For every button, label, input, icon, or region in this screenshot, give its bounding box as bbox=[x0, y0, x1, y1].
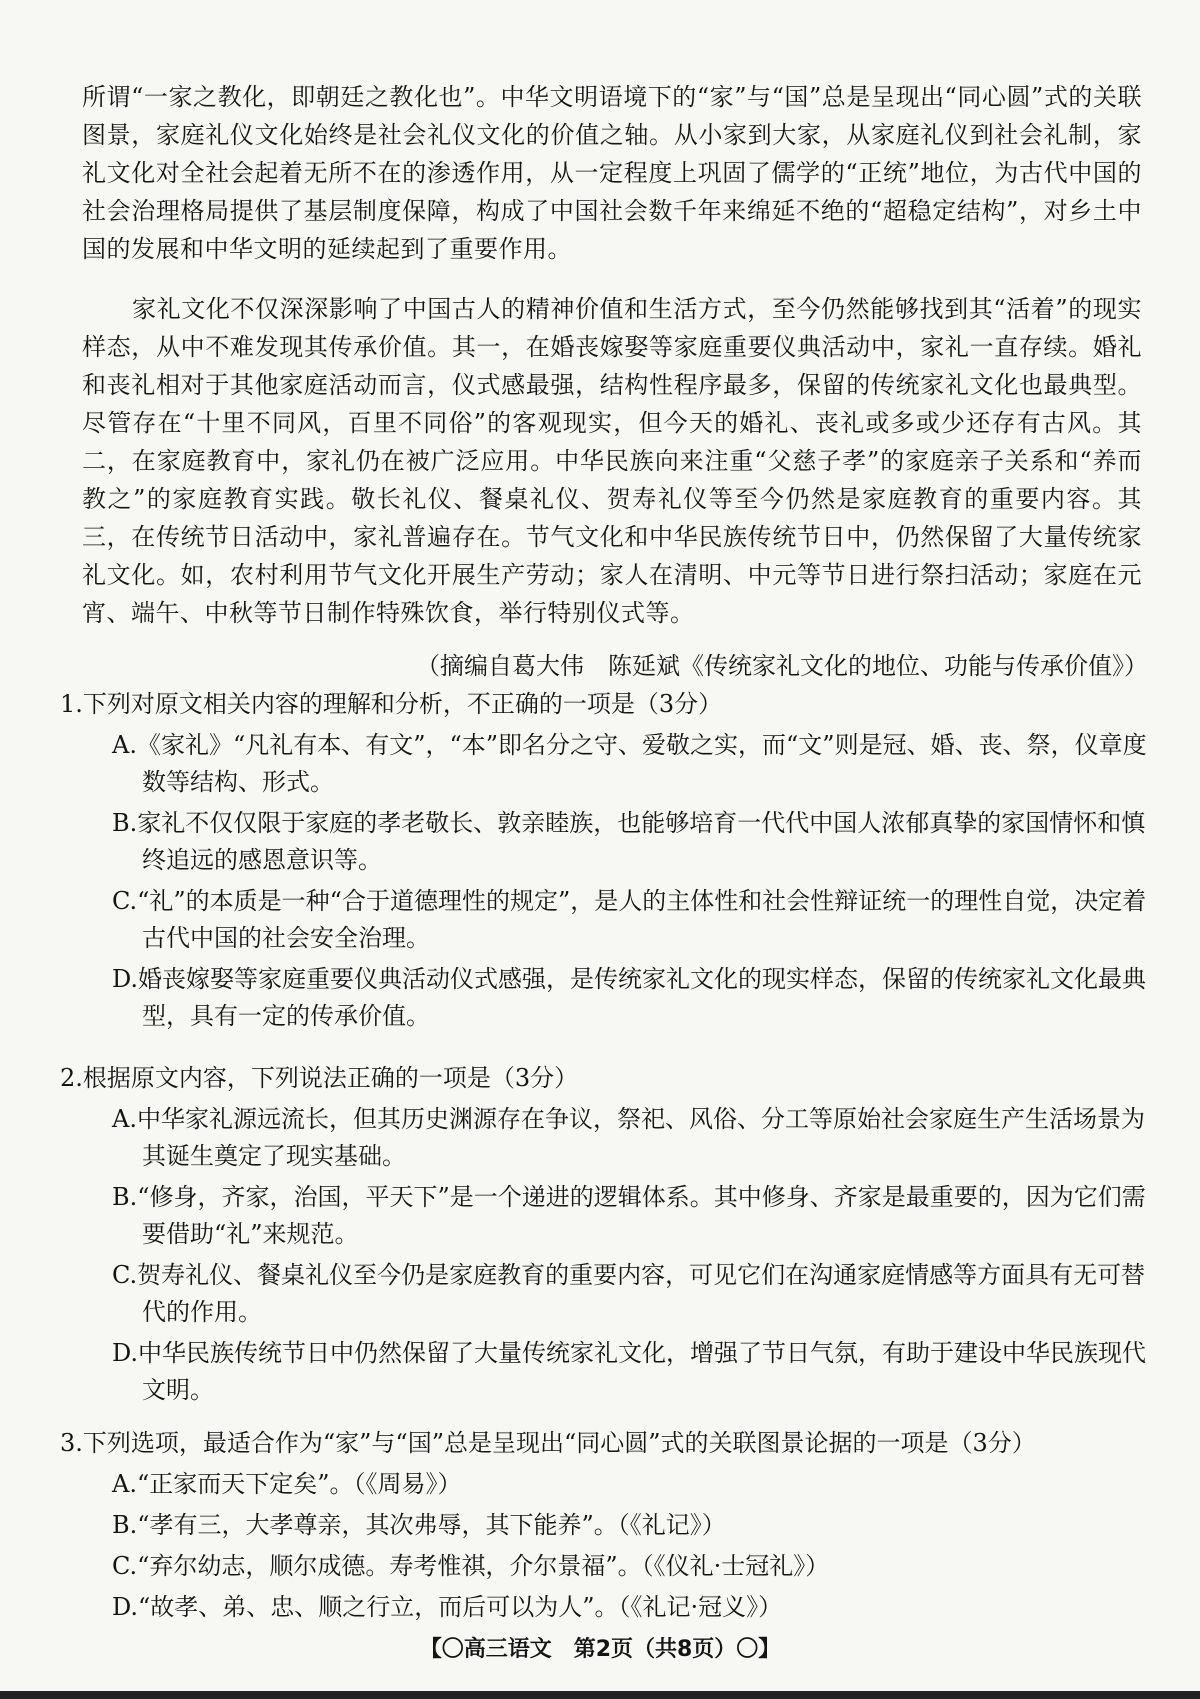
option-a: A.《家礼》“凡礼有本、有文”，“本”即名分之守、爱敬之实，而“文”则是冠、婚、丧、祭，仪章度数等结构、形式。 bbox=[112, 731, 1147, 796]
option-a: A.“正家而天下定矣”。（《周易》） bbox=[112, 1470, 462, 1498]
option-d: D.婚丧嫁娶等家庭重要仪典活动仪式感强，是传统家礼文化的现实样态，保留的传统家礼文化最典型，具有一定的传承价值。 bbox=[112, 965, 1147, 1030]
option-a: A.中华家礼源远流长，但其历史渊源存在争议，祭祀、风俗、分工等原始社会家庭生产生活场景为其诞生奠定了现实基础。 bbox=[112, 1105, 1145, 1170]
option-c: C.“弃尔幼志，顺尔成德。寿考惟祺，介尔景福”。（《仪礼·士冠礼》） bbox=[112, 1552, 830, 1580]
option-b: B.“孝有三，大孝尊亲，其次弗辱，其下能养”。（《礼记》） bbox=[112, 1511, 726, 1539]
option-c: C.“礼”的本质是一种“合于道德理性的规定”，是人的主体性和社会性辩证统一的理性自觉，决定着古代中国的社会安全治理。 bbox=[112, 887, 1147, 952]
question-title: 1.下列对原文相关内容的理解和分析，不正确的一项是（3分） bbox=[60, 690, 723, 718]
option-c: C.贺寿礼仪、餐桌礼仪至今仍是家庭教育的重要内容，可见它们在沟通家庭情感等方面具有无可替代的作用。 bbox=[112, 1261, 1146, 1326]
passage-source: （摘编自葛大伟 陈延斌《传统家礼文化的地位、功能与传承价值》） bbox=[416, 652, 1148, 680]
option-b: B.“修身，齐家，治国，平天下”是一个递进的逻辑体系。其中修身、齐家是最重要的，因为它们需要借助“礼”来规范。 bbox=[112, 1183, 1146, 1248]
question-title: 2.根据原文内容，下列说法正确的一项是（3分） bbox=[60, 1064, 579, 1092]
question-title: 3.下列选项，最适合作为“家”与“国”总是呈现出“同心圆”式的关联图景论据的一项是（3分） bbox=[60, 1429, 1036, 1457]
passage-paragraph-2: 家礼文化不仅深深影响了中国古人的精神价值和生活方式，至今仍然能够找到其“活着”的现实样态，从中不难发现其传承价值。其一，在婚丧嫁娶等家庭重要仪典活动中，家礼一直存续。婚礼和丧礼相对于其他家庭活动而言，仪式感最强，结构性程序最多，保留的传统家礼文化也最典型。尽管存在“十里不同风，百里不同俗”的客观现实，但今天的婚礼、丧礼或多或少还存有古风。其二，在家庭教育中，家礼仍在被广泛应用。中华民族向来注重“父慈子孝”的家庭亲子关系和“养而教之”的家庭教育实践。敬长礼仪、餐桌礼仪、贺寿礼仪等至今仍然是家庭教育的重要内容。其三，在传统节日活动中，家礼普遍存在。节气文化和中华民族传统节日中，仍然保留了大量传统家礼文化。如，农村利用节气文化开展生产劳动；家人在清明、中元等节日进行祭扫活动；家庭在元宵、端午、中秋等节日制作特殊饮食，举行特别仪式等。 bbox=[82, 295, 1142, 627]
option-d: D.“故孝、弟、忠、顺之行立，而后可以为人”。（《礼记·冠义》） bbox=[112, 1593, 783, 1621]
question-1 bbox=[60, 686, 1150, 1039]
option-d: D.中华民族传统节日中仍然保留了大量传统家礼文化，增强了节日气氛，有助于建设中华民族现代文明。 bbox=[112, 1339, 1147, 1404]
option-b: B.家礼不仅仅限于家庭的孝老敬长、敦亲睦族，也能够培育一代代中国人浓郁真挚的家国情怀和慎终追远的感恩意识等。 bbox=[112, 809, 1146, 874]
question-3 bbox=[60, 1425, 1150, 1630]
passage-paragraph-1: 所谓“一家之教化，即朝廷之教化也”。中华文明语境下的“家”与“国”总是呈现出“同心圆”式的关联图景，家庭礼仪文化始终是社会礼仪文化的价值之轴。从小家到大家，从家庭礼仪到社会礼制，家礼文化对全社会起着无所不在的渗透作用，从一定程度上巩固了儒学的“正统”地位，为古代中国的社会治理格局提供了基层制度保障，构成了中国社会数千年来绵延不绝的“超稳定结构”，对乡土中国的发展和中华文明的延续起到了重要作用。 bbox=[82, 83, 1142, 263]
scan-edge-divider bbox=[0, 1691, 1200, 1699]
question-2 bbox=[60, 1060, 1150, 1413]
page-footer: 【〇高三语文 第2页（共8页）〇】 bbox=[419, 1637, 781, 1662]
